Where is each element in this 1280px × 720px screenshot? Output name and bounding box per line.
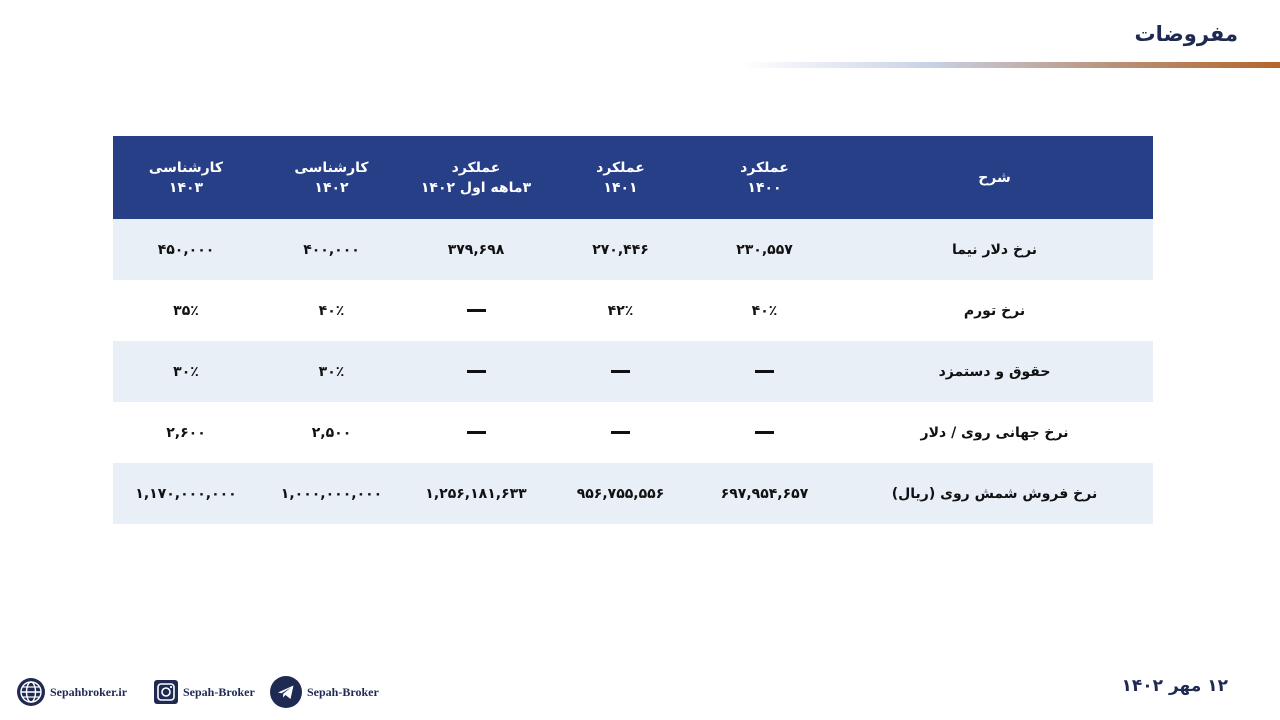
telegram-icon xyxy=(269,675,303,709)
table-cell: ۱,۰۰۰,۰۰۰,۰۰۰ xyxy=(259,463,404,524)
row-label: نرخ جهانی روی / دلار xyxy=(836,402,1153,463)
table-cell: ۳۷۹,۶۹۸ xyxy=(404,219,548,280)
row-label: حقوق و دستمزد xyxy=(836,341,1153,402)
table-cell xyxy=(548,341,693,402)
slide-title: مفروضات xyxy=(1134,22,1238,46)
table-cell: ۴۰۰,۰۰۰ xyxy=(259,219,404,280)
table-cell: ۲۷۰,۴۴۶ xyxy=(548,219,693,280)
website-link[interactable] xyxy=(16,676,127,708)
table-cell: ۳۰٪ xyxy=(113,341,259,402)
telegram-label: Sepah-Broker xyxy=(307,684,379,699)
table-row xyxy=(113,402,1153,463)
table-cell xyxy=(404,280,548,341)
empty-value-dash xyxy=(467,431,486,434)
table-row xyxy=(113,219,1153,280)
header-forecast-1402: کارشناسی ۱۴۰۲ xyxy=(259,136,404,219)
table-cell: ۱,۲۵۶,۱۸۱,۶۳۳ xyxy=(404,463,548,524)
table-cell: ۱,۱۷۰,۰۰۰,۰۰۰ xyxy=(113,463,259,524)
table-cell: ۲,۶۰۰ xyxy=(113,402,259,463)
header-forecast-1403: کارشناسی ۱۴۰۳ xyxy=(113,136,259,219)
table-cell xyxy=(548,402,693,463)
table-row xyxy=(113,463,1153,524)
slide-date: ۱۲ مهر ۱۴۰۲ xyxy=(1121,676,1228,696)
instagram-icon xyxy=(153,678,179,706)
table-cell: ۴۵۰,۰۰۰ xyxy=(113,219,259,280)
globe-icon xyxy=(16,677,46,707)
table-header-row xyxy=(113,136,1153,219)
telegram-link[interactable] xyxy=(269,676,379,708)
empty-value-dash xyxy=(755,370,774,373)
table-row xyxy=(113,341,1153,402)
instagram-label: Sepah-Broker xyxy=(183,684,255,699)
table-cell: ۴۲٪ xyxy=(548,280,693,341)
header-description: شرح xyxy=(836,136,1153,219)
row-label: نرخ تورم xyxy=(836,280,1153,341)
instagram-link[interactable] xyxy=(153,676,255,708)
header-actual-1400: عملکرد ۱۴۰۰ xyxy=(693,136,836,219)
empty-value-dash xyxy=(755,431,774,434)
table-cell: ۴۰٪ xyxy=(259,280,404,341)
table-cell xyxy=(693,402,836,463)
table-cell: ۳۵٪ xyxy=(113,280,259,341)
empty-value-dash xyxy=(611,370,630,373)
table-cell: ۲۳۰,۵۵۷ xyxy=(693,219,836,280)
row-label: نرخ فروش شمش روی (ریال) xyxy=(836,463,1153,524)
empty-value-dash xyxy=(611,431,630,434)
header-divider xyxy=(740,62,1280,68)
table-cell: ۹۵۶,۷۵۵,۵۵۶ xyxy=(548,463,693,524)
website-label: Sepahbroker.ir xyxy=(50,684,128,699)
table-cell: ۳۰٪ xyxy=(259,341,404,402)
header-actual-3m-1402: عملکرد ۳ماهه اول ۱۴۰۲ xyxy=(404,136,548,219)
table-row xyxy=(113,280,1153,341)
table-cell xyxy=(693,341,836,402)
table-cell xyxy=(404,402,548,463)
table-cell: ۶۹۷,۹۵۴,۶۵۷ xyxy=(693,463,836,524)
row-label: نرخ دلار نیما xyxy=(836,219,1153,280)
header-actual-1401: عملکرد ۱۴۰۱ xyxy=(548,136,693,219)
empty-value-dash xyxy=(467,309,486,312)
assumptions-table xyxy=(113,136,1153,524)
table-cell xyxy=(404,341,548,402)
empty-value-dash xyxy=(467,370,486,373)
table-cell: ۲,۵۰۰ xyxy=(259,402,404,463)
table-cell: ۴۰٪ xyxy=(693,280,836,341)
